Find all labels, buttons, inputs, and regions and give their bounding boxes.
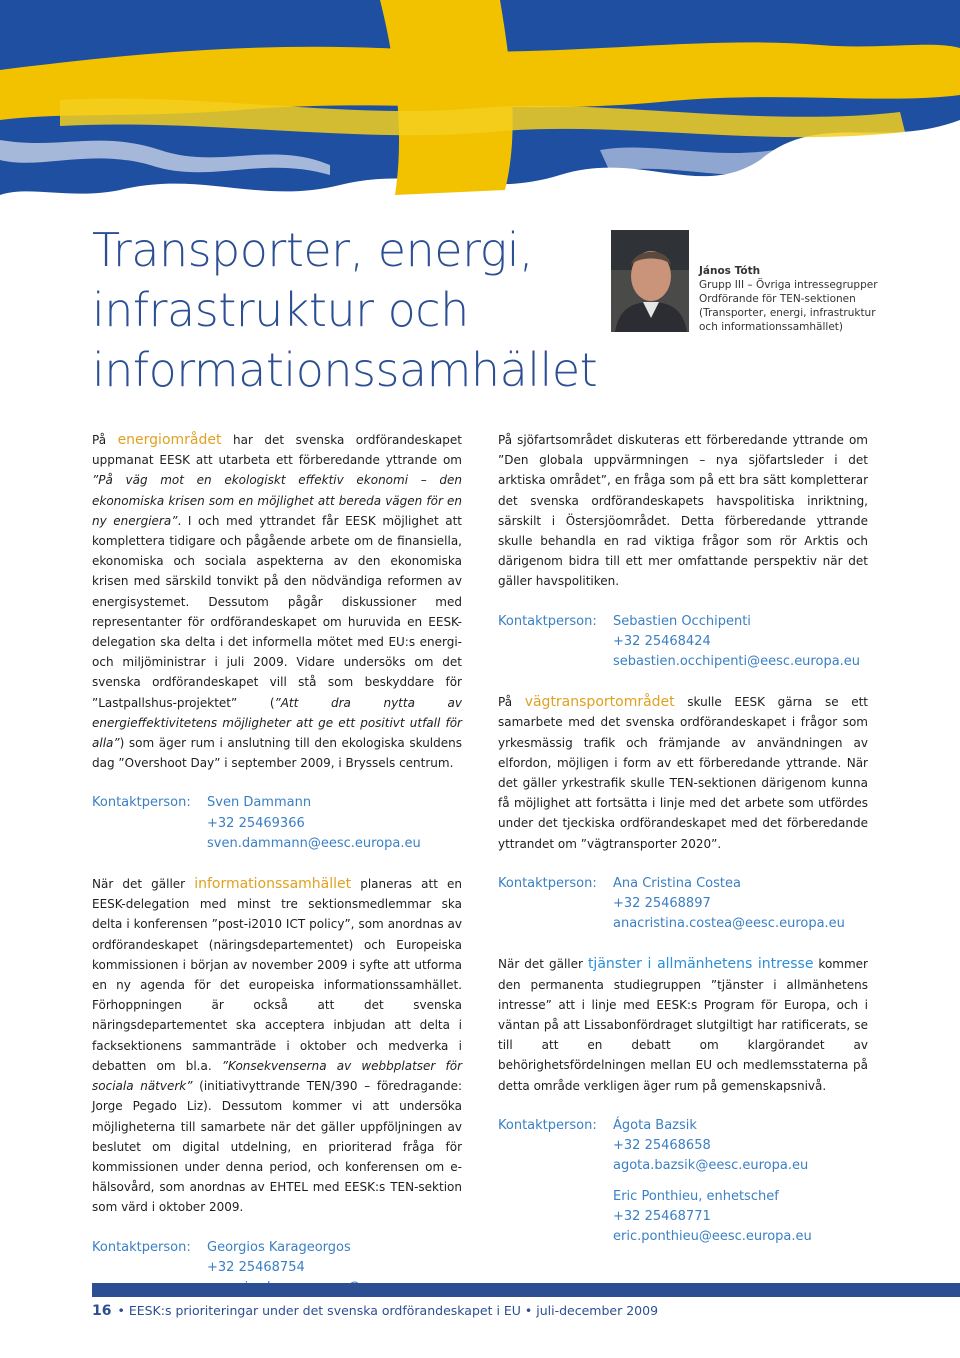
contact-label: Kontaktperson: [92, 795, 191, 811]
flag-brushstroke-graphic [0, 0, 960, 210]
contact-name: Ágota Bazsik [613, 1117, 697, 1133]
contact-name: Sebastien Occhipenti [613, 613, 751, 629]
header-banner [0, 0, 960, 210]
contact-phone: +32 25468897 [613, 896, 711, 912]
text-run: har det svenska ordförandeskapet uppmanat EESK att utarbeta ett förberedande yttrande om [92, 433, 462, 468]
text-run: (initiativyttrande TEN/390 – föredragande: Jorge Pegado Liz). Dessutom kommer vi att undersöka möjligheterna till samarbete när det gäller uppföljningen av beslutet om digital utdelning, en prioriterad fråga för kommissionen under denna period, och konferensen om e-hälsovård, som anordnas av EHTEL med EESK:s TEN-sektion som värd i oktober 2009. [92, 1079, 462, 1215]
text-run: skulle EESK gärna se ett samarbete med det svenska ordförandeskapet i frågor som yrkesmässig trafik och främjande av användningen av elfordon, möjligen i form av ett förberedande yttrande. När det gäller yrkestrafik skulle TEN-sektionen därigenom kunna få möjlighet att fortsätta i linje med det arbete som utfördes under det tjeckiska ordförandeskapet med det förberedande yttrandet om ”vägtransporter 2020”. [498, 695, 868, 851]
text-run: kommer den permanenta studiegruppen ”tjänster i allmänhetens intresse” att i linje med EESK:s Program för Europa, och i väntan på att Lissabonfördraget slutgiltigt har ratificerats, se till att en debatt om klargörandet av behörighetsfördelningen mellan EU och medlemsstaterna på detta område verkligen äger rum på gemenskapsnivå. [498, 957, 868, 1093]
highlight-information-society: informationssamhället [194, 876, 352, 893]
paragraph-maritime: På sjöfartsområdet diskuteras ett förberedande yttrande om ”Den globala uppvärmningen – nya sjöfartsleder i det arktiska området”, en fråga som på ett bra sätt kompletterar det svenska ordförandeskapets havspolitiska inriktning, särskilt i Östersjöområdet. Detta förberedande yttrande skulle behandla en rad viktiga frågor som rör Arktis och därigenom bidra till ett mer omfattande perspektiv när det gäller havspolitiken. [498, 433, 868, 589]
contact-label: Kontaktperson: [498, 613, 597, 629]
left-column [92, 430, 462, 1318]
contact-phone: +32 25469366 [207, 815, 305, 831]
page-number: 16 [92, 1303, 112, 1319]
highlight-energy: energiområdet [117, 432, 222, 448]
text-run: När det gäller [92, 877, 195, 892]
portrait-caption [699, 264, 878, 334]
contact-block [498, 612, 868, 673]
contact-email[interactable]: sebastien.occhipenti@eesc.europa.eu [613, 654, 861, 670]
contact-phone: +32 25468771 [613, 1208, 711, 1224]
paragraph-road-transport [498, 692, 868, 854]
contact-email[interactable]: eric.ponthieu@eesc.europa.eu [613, 1228, 812, 1244]
text-run: . I och med yttrandet får EESK möjlighet att komplettera tidigare och pågående arbete om de finansiella, ekonomiska och sociala aspekterna av den ekonomiska krisen med särskild tonvikt på den nödvändiga reformen av energisystemet. Dessutom pågår diskussioner med representanter för ordförandeskapet om huruvida en EESK-delegation ska delta i det informella mötet med EU:s energi- och miljöministrar i juli 2009. Vidare undersöks om det svenska ordförandeskapet vill stå som beskyddare för ”Lastpallshus-projektet” ( [92, 513, 463, 710]
title-line-1: Transporter, energi, [92, 223, 534, 277]
portrait-photo [611, 230, 689, 332]
italic-run: ”Att dra nytta av energieffektivitetens möjligheter att ge ett positivt utfall för alla” [92, 695, 462, 751]
contact-spacer [613, 1177, 812, 1187]
contact-phone: +32 25468658 [613, 1138, 711, 1154]
caption-line: (Transporter, energi, infrastruktur [699, 307, 876, 319]
contact-email[interactable]: agota.bazsik@eesc.europa.eu [613, 1158, 809, 1174]
paragraph-public-services [498, 954, 868, 1095]
contact-email[interactable]: sven.dammann@eesc.europa.eu [207, 835, 421, 851]
contact-phone: +32 25468754 [207, 1259, 305, 1275]
title-line-3: informationssamhället [92, 343, 598, 397]
italic-run: ”Konsekvenserna av webbplatser för sociala nätverk” [92, 1058, 462, 1094]
text-run: planeras att en EESK-delegation med minst tre sektionsmedlemmar ska delta i konferensen ”post-i2010 ICT policy”, som anordnas av ordförandeskapet (näringsdepartementet) och Europeiska kommissionen i början av november 2009 i syfte att utforma en ny agenda för det europeiska informationssamhället. Förhoppningen är också att det svenska näringsdepartementet ska acceptera inbjudan att delta i facksektionens sammanträde i oktober och medverka i debatten om bl.a. [92, 877, 462, 1073]
contact-block [498, 1116, 868, 1247]
highlight-public-services: tjänster i allmänhetens intresse [587, 956, 814, 973]
contact-name: Georgios Karageorgos [207, 1239, 351, 1255]
caption-name: János Tóth [699, 265, 761, 277]
contact-label: Kontaktperson: [92, 1239, 191, 1255]
caption-line: Grupp III – Övriga intressegrupper [699, 279, 878, 291]
paragraph-information-society [92, 874, 462, 1217]
highlight-road-transport: vägtransportområdet [524, 694, 675, 711]
contact-block [92, 793, 462, 854]
caption-line: och informationssamhället) [699, 321, 843, 333]
page-footer [92, 1283, 960, 1358]
title-line-2: infrastruktur och [92, 283, 469, 337]
page-title [92, 220, 597, 400]
contact-name: Eric Ponthieu, enhetschef [613, 1188, 779, 1204]
text-run: När det gäller [498, 957, 588, 972]
italic-run: ”På väg mot en ekologiskt effektiv ekonomi – den ekonomiska krisen som en möjlighet att bereda vägen för en ny energiera” [92, 473, 462, 528]
footer-bar [92, 1283, 960, 1297]
text-run: ) som äger rum i anslutning till den ekologiska skuldens dag ”Overshoot Day” i september 2009, i Bryssels centrum. [92, 736, 462, 771]
caption-line: Ordförande för TEN-sektionen [699, 293, 856, 305]
paragraph-energy [92, 430, 462, 773]
footer-caption: • EESK:s prioriteringar under det svenska ordförandeskapet i EU • juli-december 2009 [117, 1303, 659, 1318]
portrait-image [611, 230, 689, 332]
contact-email[interactable]: anacristina.costea@eesc.europa.eu [613, 916, 845, 932]
contact-phone: +32 25468424 [613, 633, 711, 649]
right-column [498, 430, 868, 1267]
contact-label: Kontaktperson: [498, 1117, 597, 1133]
text-run: På [498, 695, 525, 710]
contact-name: Ana Cristina Costea [613, 875, 741, 891]
contact-name: Sven Dammann [207, 795, 312, 811]
text-run: På [92, 433, 118, 447]
footer-text [92, 1303, 658, 1319]
contact-label: Kontaktperson: [498, 875, 597, 891]
contact-block [498, 874, 868, 935]
